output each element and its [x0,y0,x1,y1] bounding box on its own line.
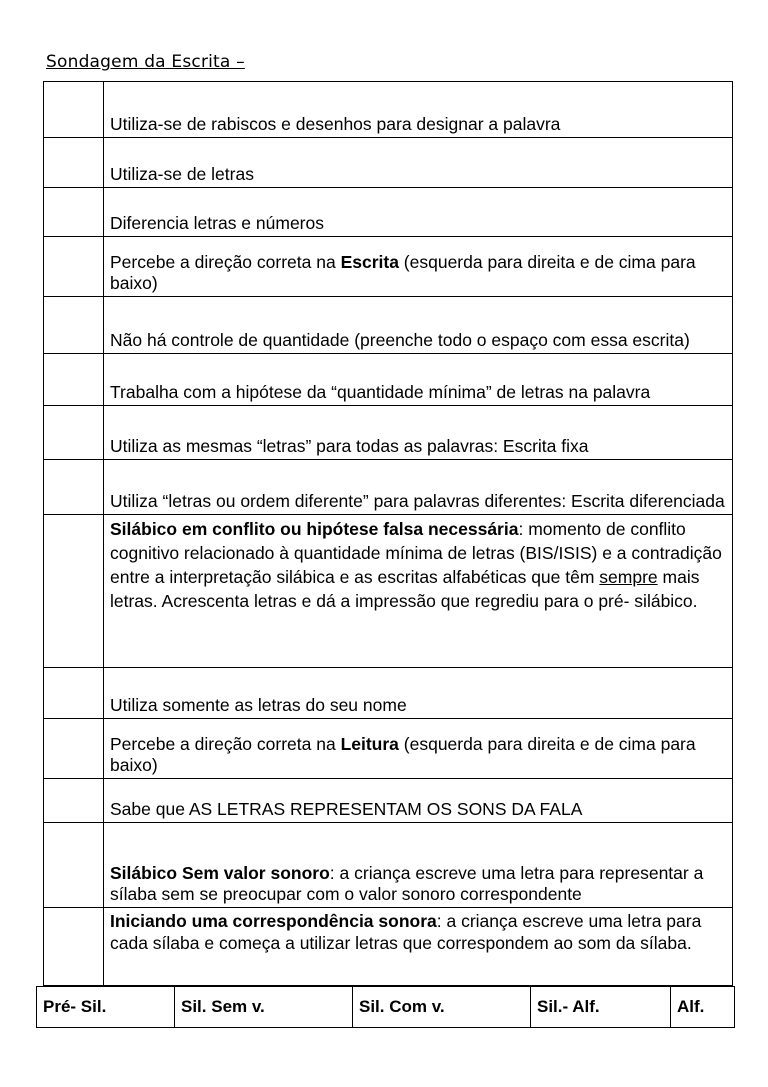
table-row [44,187,733,237]
checkbox-cell[interactable] [44,778,104,822]
table-row [44,405,733,460]
criterion-text: Sabe que AS LETRAS REPRESENTAM OS SONS DA FALA [104,778,733,822]
criterion-text: Diferencia letras e números [104,187,733,237]
table-row [44,82,733,138]
checkbox-cell[interactable] [44,138,104,188]
criterion-text-part: (esquerda para direita e de cima para baixo) [110,733,696,775]
criterion-text: Utiliza-se de letras [104,138,733,188]
criterion-text-part: : a criança escreve uma letra para cada sílaba e começa a utilizar letras que correspondem ao som da sílaba. [110,910,702,953]
criterion-text [104,907,733,985]
table-row [44,237,733,296]
criterion-text-part: : momento de conflito cognitivo relacionado à quantidade mínima de letras (BIS/ISIS) e a contradição entre a interpretação silábica e as escritas alfabéticas que têm [110,519,722,588]
criterion-text [104,823,733,908]
checkbox-cell[interactable] [44,296,104,353]
criterion-text: Utiliza as mesmas “letras” para todas as palavras: Escrita fixa [104,405,733,460]
criterion-text [104,515,733,667]
checkbox-cell[interactable] [44,187,104,237]
criterion-text-part: Percebe a direção correta na [110,251,341,272]
criterion-text [104,719,733,778]
checkbox-cell[interactable] [44,82,104,138]
table-row [44,353,733,405]
criterion-text-bold: Silábico em conflito ou hipótese falsa necessária [110,519,519,540]
table-row [44,823,733,908]
checkbox-cell[interactable] [44,823,104,908]
criterion-text: Trabalha com a hipótese da “quantidade mínima” de letras na palavra [104,353,733,405]
criterion-text-bold: Escrita [340,251,399,272]
page-title: Sondagem da Escrita – [46,52,245,72]
legend-alfabetico: Alf. [671,987,735,1028]
table-row [44,460,733,515]
criterion-text-bold: Iniciando uma correspondência sonora [110,910,437,931]
table-row [44,296,733,353]
checkbox-cell[interactable] [44,237,104,296]
checkbox-cell[interactable] [44,405,104,460]
criterion-text: Utiliza somente as letras do seu nome [104,667,733,719]
criterion-text-bold: Silábico Sem valor sonoro [110,862,330,883]
table-row [44,907,733,985]
criterion-text-part: Percebe a direção correta na [110,733,341,754]
checkbox-cell[interactable] [44,460,104,515]
legend-silabico-sem-valor: Sil. Sem v. [175,987,353,1028]
checkbox-cell[interactable] [44,719,104,778]
criterion-text-part: : a criança escreve uma letra para representar a sílaba sem se preocupar com o valor sonoro correspondente [110,862,704,904]
checkbox-cell[interactable] [44,667,104,719]
checkbox-cell[interactable] [44,907,104,985]
criterion-text-part: (esquerda para direita e de cima para baixo) [110,251,696,293]
criterion-text-underline: sempre [599,567,658,588]
checkbox-cell[interactable] [44,515,104,667]
table-row [44,667,733,719]
criterion-text: Utiliza “letras ou ordem diferente” para palavras diferentes: Escrita diferenciada [104,460,733,515]
table-row [44,515,733,667]
criterion-text: Utiliza-se de rabiscos e desenhos para designar a palavra [104,82,733,138]
table-row [44,138,733,188]
criterion-text-part: mais letras. Acrescenta letras e dá a impressão que regrediu para o pré- silábico. [110,567,700,612]
table-row [44,719,733,778]
legend-row [37,987,735,1028]
table-row [44,778,733,822]
legend-silabico-com-valor: Sil. Com v. [353,987,531,1028]
level-legend-table [36,986,735,1028]
criterion-text: Não há controle de quantidade (preenche todo o espaço com essa escrita) [104,296,733,353]
writing-assessment-table [43,81,733,986]
checkbox-cell[interactable] [44,353,104,405]
legend-pre-silabico: Pré- Sil. [37,987,175,1028]
legend-silabico-alfabetico: Sil.- Alf. [531,987,671,1028]
criterion-text-bold: Leitura [340,733,399,754]
criterion-text [104,237,733,296]
